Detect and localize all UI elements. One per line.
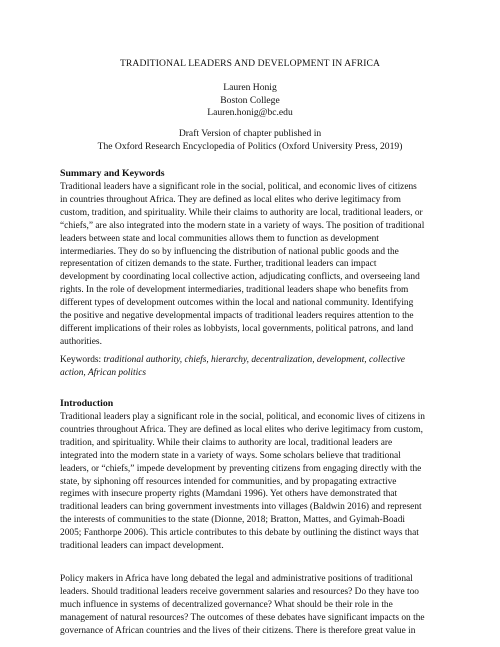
keywords-label: Keywords bbox=[60, 355, 99, 365]
author-block bbox=[0, 82, 500, 120]
keywords-block bbox=[60, 354, 448, 380]
document-title: TRADITIONAL LEADERS AND DEVELOPMENT IN AFRICA bbox=[119, 58, 381, 69]
text-line: the interests of communities to the state (Dionne, 2018; Bratton, Mattes, and Gyimah-Boadi bbox=[60, 515, 405, 526]
introduction-heading: Introduction bbox=[60, 398, 114, 409]
text-line: governance of African countries and the lives of their citizens. There is therefore great value in bbox=[60, 625, 416, 636]
keywords-line bbox=[60, 367, 448, 380]
author-name: Lauren Honig bbox=[223, 82, 277, 93]
draft-note-line: The Oxford Research Encyclopedia of Politics (Oxford University Press, 2019) bbox=[97, 140, 403, 152]
text-line: tradition, and spirituality. While their claims to authority are local, traditional leaders are bbox=[60, 437, 393, 448]
text-line: different types of development outcomes within the local and national community. Identifying bbox=[60, 298, 414, 309]
author-affiliation: Boston College bbox=[220, 94, 280, 106]
text-line: Traditional leaders play a significant role in the social, political, and economic lives of citizens in bbox=[60, 412, 425, 422]
text-line: rights. In the role of development intermediaries, traditional leaders shape who benefits from bbox=[60, 285, 409, 296]
text-line: representation of citizen demands to the state. Further, traditional leaders can impact bbox=[60, 259, 377, 270]
text-line: intermediaries. They do so by influencing the distribution of national public goods and the bbox=[60, 246, 399, 257]
text-line: leaders, or “chiefs,” impede development by preventing citizens from engaging directly with the bbox=[60, 463, 422, 474]
text-line: leaders between state and local communities allows them to function as development bbox=[60, 233, 379, 244]
introduction-paragraph-2 bbox=[60, 573, 448, 638]
text-line: custom, tradition, and spirituality. While their claims to authority are local, traditional leaders, or bbox=[60, 207, 423, 218]
summary-paragraph bbox=[60, 181, 448, 349]
author-email: Lauren.honig@bc.edu bbox=[207, 107, 293, 119]
text-line: the positive and negative developmental impacts of traditional leaders requires attention to the bbox=[60, 311, 414, 322]
text-line: leaders. Should traditional leaders receive government salaries and resources? Do they have too bbox=[60, 586, 419, 597]
text-line: Policy makers in Africa have long debated the legal and administrative positions of traditional bbox=[60, 574, 413, 584]
summary-heading: Summary and Keywords bbox=[60, 168, 165, 179]
text-line: development by coordinating local collective action, adjudicating conflicts, and overseeing land bbox=[60, 272, 420, 283]
text-line: different implications of their roles as lobbyists, local governments, political patrons, and land bbox=[60, 323, 414, 334]
text-line: “chiefs,” are also integrated into the modern state in a variety of ways. The position of traditional bbox=[60, 220, 425, 231]
keywords-list-cont: action, African politics bbox=[60, 367, 147, 378]
text-line: state, by siphoning off resources intended for communities, and by propagating extractive bbox=[60, 476, 397, 487]
introduction-paragraph bbox=[60, 411, 448, 553]
text-line: in countries throughout Africa. They are defined as local elites who derive legitimacy from bbox=[60, 194, 401, 205]
keywords-list: traditional authority, chiefs, hierarchy, decentralization, development, collective bbox=[103, 355, 405, 365]
text-line: regimes with insecure property rights (Mamdani 1996). Yet others have demonstrated that bbox=[60, 489, 398, 500]
text-line: management of natural resources? The outcomes of these debates have significant impacts on the bbox=[60, 612, 425, 623]
text-line: traditional leaders can bring government investments into villages (Baldwin 2016) and represent bbox=[60, 502, 422, 513]
text-line: authorities. bbox=[60, 336, 102, 347]
text-line: countries throughout Africa. They are defined as local elites who derive legitimacy from custom, bbox=[60, 424, 423, 435]
draft-note-line: Draft Version of chapter published in bbox=[178, 128, 322, 139]
text-line: 2005; Fanthorpe 2006). This article contributes to this debate by outlining the distinct ways that bbox=[60, 528, 419, 539]
text-line: Traditional leaders have a significant role in the social, political, and economic lives of citizens bbox=[60, 182, 417, 192]
draft-note bbox=[0, 128, 500, 153]
text-line: much influence in systems of decentralized governance? What should be their role in the bbox=[60, 599, 393, 610]
text-line: traditional leaders can impact development. bbox=[60, 541, 224, 552]
keywords-line: Keywords: traditional authority, chiefs, hierarchy, decentralization, development, collective bbox=[60, 355, 405, 365]
text-line: integrated into the modern state in a variety of ways. Some scholars believe that traditional bbox=[60, 450, 401, 461]
